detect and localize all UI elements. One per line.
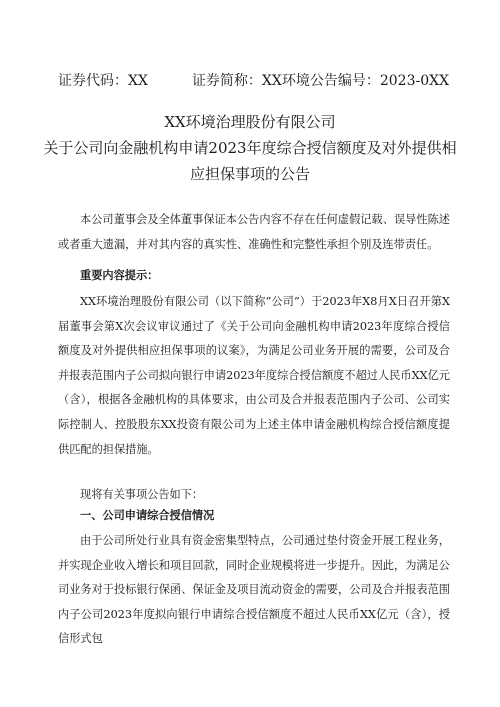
section-1-heading: 一、公司申请综合授信情况 [80,509,215,522]
important-notice-heading: 重要内容提示： [80,269,159,282]
company-name: XX环境治理股份有限公司 [164,113,336,131]
board-disclaimer: 本公司董事会及全体董事保证本公告内容不存在任何虚假记载、误导性陈述或者重大遗漏，并对其内容的真实性、准确性和完整性承担个别及连带责任。 [58,213,450,251]
summary-paragraph: XX环境治理股份有限公司（以下简称“公司”）于2023年X8月X日召开第X届董事会第X次会议审议通过了《关于公司向金融机构申请2023年度综合授信额度及对外提供相应担保事项的议案》，为满足公司业务开展的需要，公司及合并报表范围内子公司拟向银行申请2023年度综合授信额度不超过人民币XX亿元（含），根据各金融机构的具体要求，由公司及合并报表范围内子公司、公司实际控制人、控股股东XX投资有限公司为上述主体申请金融机构综合授信额度提供匹配的担保措施。 [58,295,450,456]
section-1-body: 由于公司所处行业具有资金密集型特点，公司通过垫付资金开展工程业务，并实现企业收入增长和项目回款，同时企业规模将进一步提升。因此，为满足公司业务对于投标银行保函、保证金及项目流动资金的需要，公司及合并报表范围内子公司2023年度拟向银行申请综合授信额度不超过人民币XX亿元（含），授信形式包 [58,534,450,646]
stock-code: 证券代码：XX [58,73,148,89]
stock-name-and-announcement-number: 证券简称：XX环境公告编号：2023-0XX [191,73,450,89]
notice-intro: 现将有关事项公告如下： [80,488,204,501]
announcement-title-line-1: 关于公司向金融机构申请2023年度综合授信额度及对外提供相 [43,139,457,157]
header-line [58,70,458,90]
announcement-title-line-2: 应担保事项的公告 [189,165,310,183]
